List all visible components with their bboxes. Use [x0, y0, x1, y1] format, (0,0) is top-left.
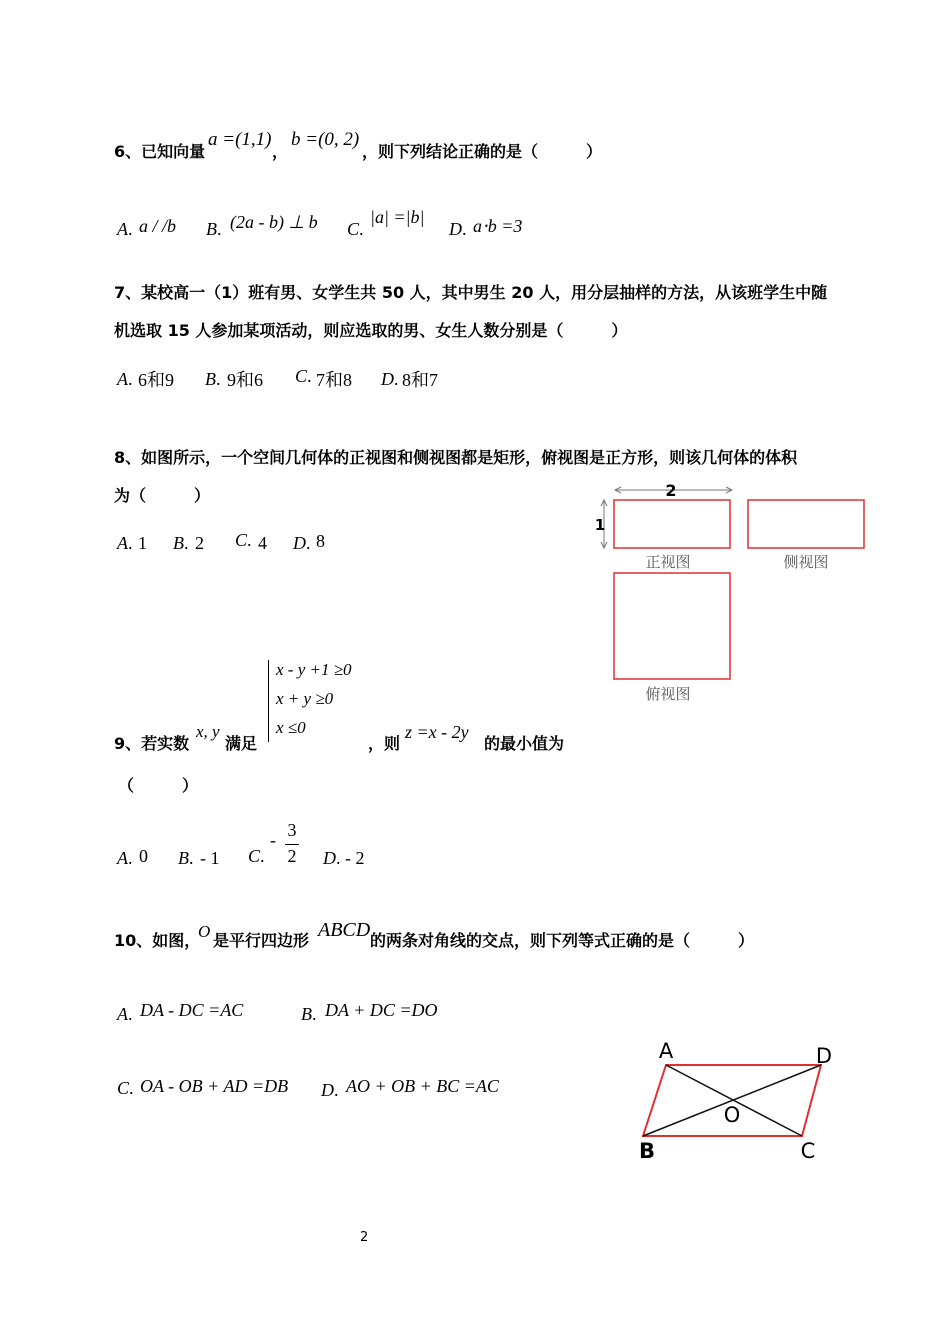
q9-option-c-denominator: 2: [287, 846, 297, 866]
q7-stem-line-1: 7、某校高一（1）班有男、女学生共 50 人，其中男生 20 人，用分层抽样的方法，从该班学生中随: [114, 283, 828, 302]
q10-option-d: AO + OB + BC =AC: [346, 1076, 499, 1096]
q6-comma: ，: [272, 142, 289, 161]
height-dimension-label: 1: [594, 516, 606, 534]
front-view-label: 正视图: [645, 553, 691, 571]
q7-option-d-letter: D.: [381, 369, 399, 389]
vertex-d-label: D: [815, 1044, 833, 1068]
q8-option-a-letter: A.: [117, 533, 133, 553]
q6-option-d-letter: D.: [449, 219, 467, 239]
front-view-rect: [614, 500, 730, 548]
q10-option-d-letter: D.: [321, 1080, 339, 1100]
q8-option-c-letter: C.: [235, 530, 252, 550]
q10-stem-start: 10、如图，: [114, 931, 201, 950]
width-dimension-label: 2: [665, 481, 677, 500]
q9-option-c-numerator: 3: [287, 820, 297, 840]
q6-option-a-letter: A.: [117, 219, 133, 239]
q7-option-a-letter: A.: [117, 369, 133, 389]
q9-stem-end: 的最小值为: [484, 734, 565, 753]
q6-option-b-letter: B.: [206, 219, 222, 239]
q9-option-c-fraction-bar: [285, 844, 299, 845]
q7-option-c: 7和8: [316, 370, 352, 390]
q9-stem-then: ，则: [368, 734, 401, 753]
q10-option-a-letter: A.: [117, 1004, 133, 1024]
q10-stem-end: 的两条对角线的交点，则下列等式正确的是（ ）: [370, 931, 755, 950]
q6-option-d: a⋅b =3: [473, 216, 523, 236]
q7-option-d: 8和7: [402, 370, 438, 390]
page-number: 2: [360, 1230, 369, 1245]
q9-option-d-letter: D.: [323, 848, 341, 868]
q10-stem-parallelogram: 是平行四边形: [213, 931, 310, 950]
constraint-brace: [268, 660, 274, 742]
center-o-label: O: [723, 1103, 741, 1127]
q10-option-b-letter: B.: [301, 1004, 317, 1024]
vertex-a-label: A: [658, 1039, 674, 1063]
constraint-2: x + y ≥0: [276, 689, 334, 708]
q9-option-c-sign: -: [270, 830, 276, 850]
vertex-b-label: B: [638, 1139, 656, 1163]
q8-option-a: 1: [138, 533, 147, 553]
q6-option-c: |a| =|b|: [370, 207, 425, 227]
q6-option-a: a / /b: [139, 216, 177, 236]
q9-option-c-letter: C.: [248, 846, 265, 866]
q6-vector-a: a =(1,1): [208, 129, 272, 150]
top-view-label: 俯视图: [645, 685, 691, 703]
q7-stem-line-2: 机选取 15 人参加某项活动，则应选取的男、女生人数分别是（ ）: [114, 321, 628, 340]
top-view-rect: [614, 573, 730, 679]
q7-option-a: 6和9: [138, 370, 174, 390]
q9-stem-satisfy: 满足: [225, 734, 258, 753]
q8-option-c: 4: [258, 533, 267, 553]
q8-option-b-letter: B.: [173, 533, 189, 553]
q10-point-o: O: [198, 922, 211, 941]
constraint-3: x ≤0: [276, 718, 306, 737]
q10-option-c-letter: C.: [117, 1078, 134, 1098]
q9-variables: x, y: [196, 722, 220, 741]
q8-stem-line-2: 为（ ）: [114, 486, 211, 505]
q9-option-d: - 2: [345, 848, 365, 868]
q9-option-a: 0: [139, 846, 148, 866]
constraint-1: x - y +1 ≥0: [276, 660, 352, 679]
side-view-rect: [748, 500, 864, 548]
q6-vector-b: b =(0, 2): [291, 129, 360, 150]
q8-stem-line-1: 8、如图所示，一个空间几何体的正视图和侧视图都是矩形，俯视图是正方形，则该几何体的体积: [114, 448, 798, 467]
q9-option-b: - 1: [200, 848, 220, 868]
q6-option-c-letter: C.: [347, 219, 364, 239]
q6-option-b: (2a - b) ⊥ b: [230, 212, 318, 232]
q9-objective: z =x - 2y: [405, 722, 469, 742]
q10-shape-name: ABCD: [318, 919, 371, 941]
q7-option-c-letter: C.: [295, 366, 312, 386]
q8-option-d-letter: D.: [293, 533, 311, 553]
q9-option-a-letter: A.: [117, 848, 133, 868]
q7-option-b-letter: B.: [205, 369, 221, 389]
q8-option-d: 8: [316, 531, 325, 551]
q6-stem-start: 6、已知向量: [114, 142, 206, 161]
q8-option-b: 2: [195, 533, 204, 553]
q9-option-b-letter: B.: [178, 848, 194, 868]
parallelogram-figure: [630, 1034, 840, 1166]
three-view-figure: [588, 478, 878, 710]
q9-answer-paren: （ ）: [118, 776, 199, 795]
q10-option-b: DA + DC =DO: [325, 1000, 438, 1020]
q6-stem-end: ，则下列结论正确的是（ ）: [362, 142, 603, 161]
q9-stem-start: 9、若实数: [114, 734, 190, 753]
side-view-label: 侧视图: [783, 553, 829, 571]
q10-option-c: OA - OB + AD =DB: [140, 1076, 289, 1096]
q10-option-a: DA - DC =AC: [140, 1000, 244, 1020]
q7-option-b: 9和6: [227, 370, 263, 390]
vertex-c-label: C: [800, 1139, 816, 1163]
